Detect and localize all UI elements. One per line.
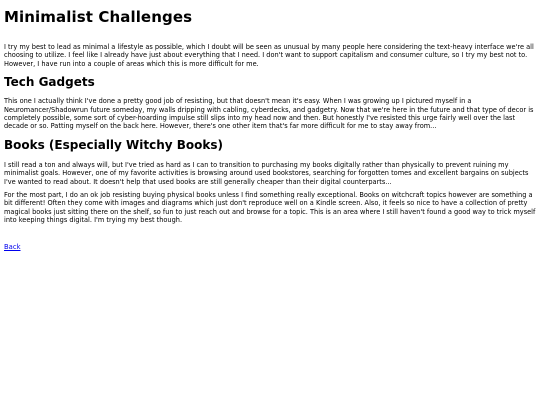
books-paragraph-2: For the most part, I do an ok job resisting buying physical books unless I find something really exceptional. Books on witchcraft topics however are something a bit different! Often they come with images and diagrams which just don't reproduce well on a Kindle screen. Also, it feels so nice to have a collection of pretty magical books just sitting there on the shelf, so fun to just reach out and browse for a topic. This is an area where I still haven't found a good way to trick myself into keeping things digital. I'm trying my best though.: [4, 191, 536, 225]
tech-gadgets-paragraph: This one I actually think I've done a pretty good job of resisting, but that doesn't mean it's easy. When I was growing up I pictured myself in a Neuromancer/Shadowrun future someday, my walls dripping with cabling, cyberdecks, and gadgetry. Now that we're here in the future and that type of decor is completely possible, some sort of cyber-hoarding impulse still slips into my head now and then. But honestly I've resisted this urge fairly well over the last decade or so. Patting myself on the back here. However, there's one other item that's far more difficult for me to stay away from...: [4, 97, 534, 131]
page-title: Minimalist Challenges: [4, 8, 193, 26]
back-link-container: [4, 234, 21, 253]
section-heading-tech-gadgets: Tech Gadgets: [4, 75, 95, 90]
books-paragraph-1: I still read a ton and always will, but I've tried as hard as I can to transition to purchasing my books digitally rather than physically to prevent ruining my minimalist goals. However, one of my favorite activities is browsing around used bookstores, searching for forgotten tomes and excellent bargains on subjects I've wanted to read about. It doesn't help that used books are still generally cheaper than their digital counterparts...: [4, 160, 529, 186]
intro-paragraph: I try my best to lead as minimal a lifestyle as possible, which I doubt will be seen as unusual by many people here considering the text-heavy interface we're all choosing to utilize. I feel like I already have just about everything that I need. I don't want to support capitalism and consumer culture, so I try my best not to. However, I have run into a couple of areas which this is more difficult for me.: [4, 43, 534, 68]
section-heading-books: Books (Especially Witchy Books): [4, 137, 224, 152]
back-link[interactable]: Back: [4, 243, 21, 251]
